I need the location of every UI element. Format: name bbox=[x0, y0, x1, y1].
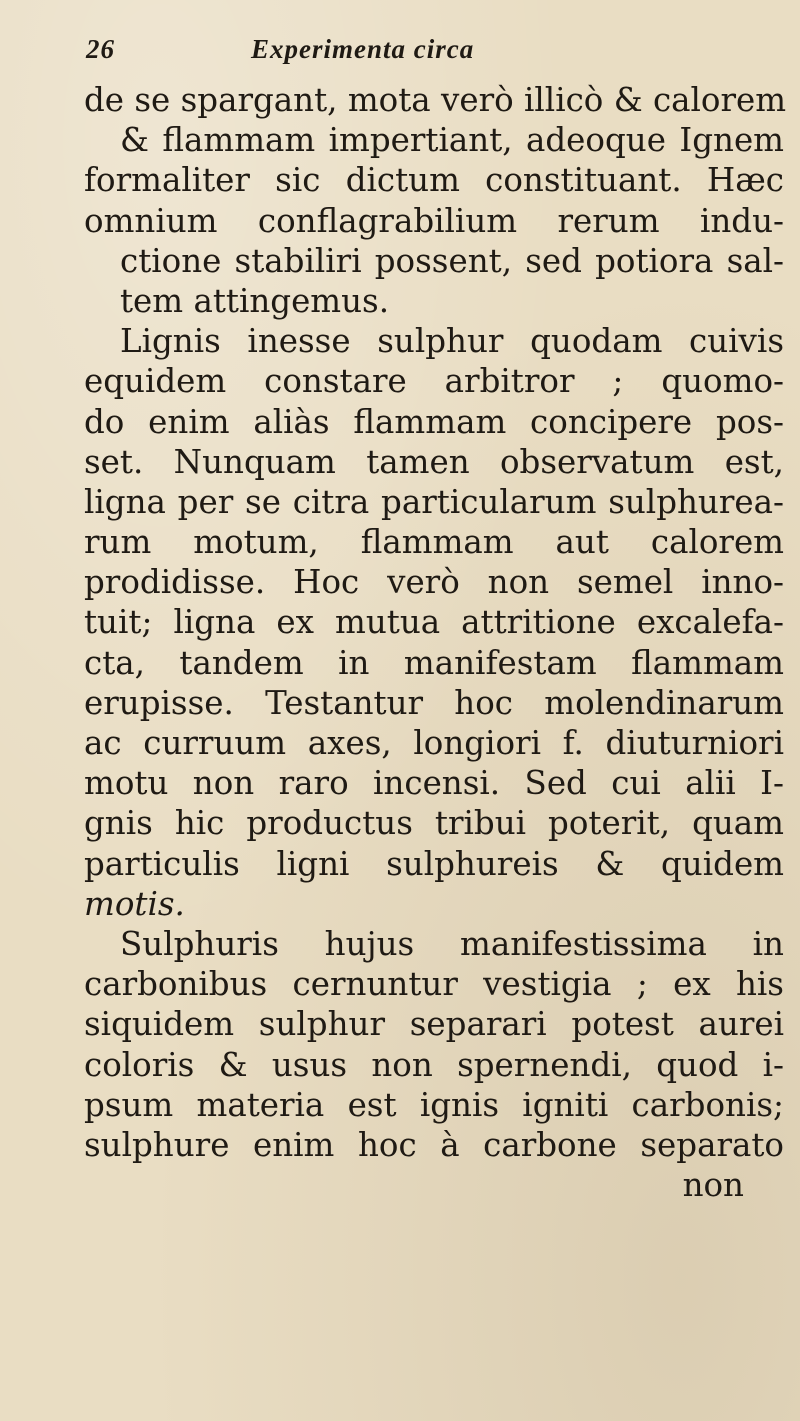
text-line: set. Nunquam tamen observatum est, bbox=[84, 442, 784, 481]
text-line: siquidem sulphur separari potest aurei bbox=[84, 1005, 784, 1044]
body-text bbox=[84, 80, 787, 1205]
text-line: Sulphuris hujus manifestissima in bbox=[120, 924, 784, 963]
text-line: tem attingemus. bbox=[120, 281, 390, 320]
text-line: Lignis inesse sulphur quodam cuivis bbox=[120, 322, 784, 361]
text-line: particulis ligni sulphureis & quidem bbox=[84, 844, 784, 883]
text-line: equidem constare arbitror ; quomo- bbox=[84, 362, 784, 401]
text-line: omnium conflagrabilium rerum indu- bbox=[84, 201, 784, 240]
catchword: non bbox=[682, 1166, 744, 1205]
running-head: Experimenta circa bbox=[251, 34, 475, 64]
text-line: ctione stabiliri possent, sed potiora sal- bbox=[120, 241, 784, 280]
text-line: gnis hic productus tribui poterit, quam bbox=[84, 804, 784, 843]
text-line: prodidisse. Hoc verò non semel inno- bbox=[84, 563, 784, 602]
text-line: ligna per se citra particularum sulphurea- bbox=[84, 482, 784, 521]
text-line: carbonibus cernuntur vestigia ; ex his bbox=[84, 965, 784, 1004]
page-header bbox=[86, 34, 736, 76]
page-number: 26 bbox=[86, 34, 115, 64]
text-line: formaliter sic dictum constituant. Hæc bbox=[84, 161, 784, 200]
text-line: rum motum, flammam aut calorem bbox=[84, 523, 784, 562]
text-line: de se spargant, mota verò illicò & calorem bbox=[84, 81, 787, 119]
text-line: tuit; ligna ex mutua attritione excalefa- bbox=[84, 603, 784, 642]
text-line: coloris & usus non spernendi, quod i- bbox=[84, 1045, 784, 1084]
text-line: do enim aliàs flammam concipere pos- bbox=[84, 402, 784, 441]
text-line: motu non raro incensi. Sed cui alii I- bbox=[84, 764, 784, 803]
text-line: motis. bbox=[84, 884, 185, 923]
text-line: & flammam impertiant, adeoque Ignem bbox=[120, 121, 784, 160]
text-line: sulphure enim hoc à carbone separato bbox=[84, 1125, 784, 1164]
text-line: ac curruum axes, longiori f. diuturniori bbox=[84, 724, 784, 762]
text-line: erupisse. Testantur hoc molendinarum bbox=[84, 683, 784, 722]
text-line: cta, tandem in manifestam flammam bbox=[84, 643, 784, 682]
text-line: psum materia est ignis igniti carbonis; bbox=[84, 1085, 784, 1124]
